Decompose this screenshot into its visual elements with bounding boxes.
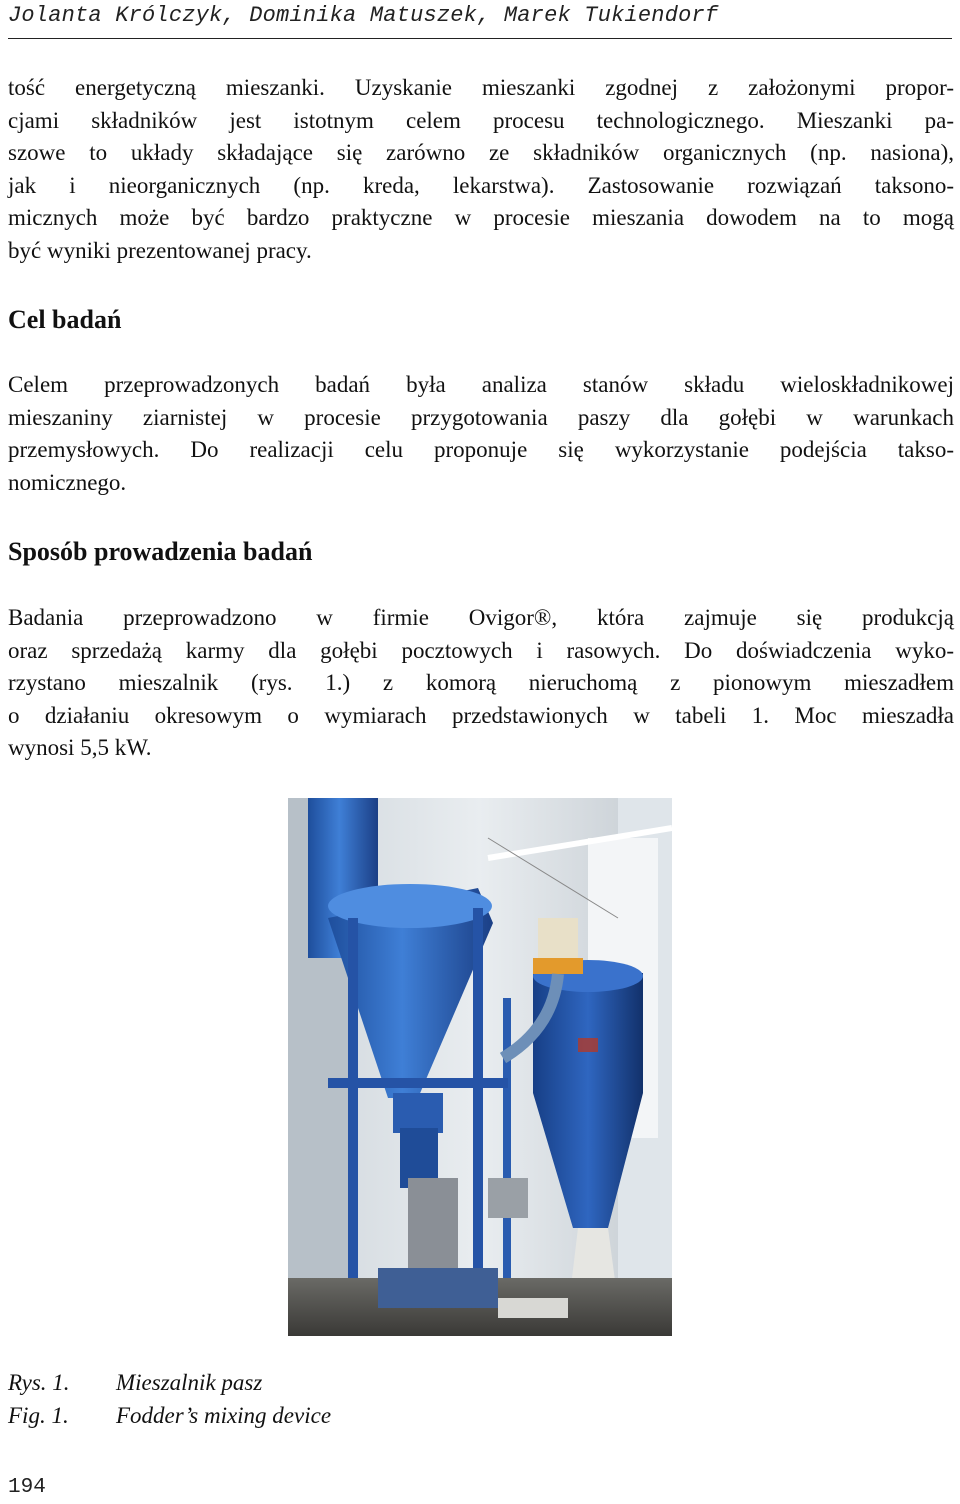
- running-head-authors: Jolanta Królczyk, Dominika Matuszek, Marek Tukiendorf: [8, 3, 719, 28]
- figure-caption-text: Fodder’s mixing device: [116, 1403, 332, 1428]
- text-line: Badania przeprowadzono w firmie Ovigor®, która zajmuje się produkcją: [8, 605, 954, 630]
- mixer-photo: [288, 798, 672, 1336]
- text-line: oraz sprzedażą karmy dla gołębi pocztowych i rasowych. Do doświadczenia wyko-: [8, 637, 954, 663]
- text-line: micznych może być bardzo praktyczne w procesie mieszania dowodem na to mogą: [8, 205, 954, 230]
- text-line: Celem przeprowadzonych badań była analiza stanów składu wieloskładnikowej: [8, 372, 954, 397]
- paragraph-method: [8, 602, 954, 765]
- figure-caption-text: Mieszalnik pasz: [116, 1370, 263, 1395]
- text-line: cjami składników jest istotnym celem procesu technologicznego. Mieszanki pa-: [8, 107, 954, 133]
- text-line: wynosi 5,5 kW.: [8, 735, 152, 760]
- text-line: mieszaniny ziarnistej w procesie przygotowania paszy dla gołębi w warunkach: [8, 404, 954, 430]
- text-line: szowe to układy składające się zarówno ze składników organicznych (np. nasiona),: [8, 140, 954, 165]
- text-line: nomicznego.: [8, 469, 127, 495]
- text-line: być wyniki prezentowanej pracy.: [8, 237, 312, 263]
- section-heading-aim: Cel badań: [8, 305, 122, 334]
- figure-label: Rys. 1.: [8, 1370, 70, 1395]
- section-heading-method: Sposób prowadzenia badań: [8, 537, 313, 566]
- text-line: przemysłowych. Do realizacji celu proponuje się wykorzystanie podejścia takso-: [8, 437, 954, 462]
- figure-label: Fig. 1.: [8, 1403, 69, 1428]
- figure-caption-en: [8, 1403, 331, 1429]
- text-line: rzystano mieszalnik (rys. 1.) z komorą nieruchomą z pionowym mieszadłem: [8, 670, 954, 695]
- paragraph-intro: [8, 72, 954, 267]
- text-line: tość energetyczną mieszanki. Uzyskanie mieszanki zgodnej z założonymi propor-: [8, 75, 954, 100]
- text-line: o działaniu okresowym o wymiarach przedstawionych w tabeli 1. Moc mieszadła: [8, 702, 954, 728]
- paragraph-aim: [8, 369, 954, 499]
- page-number: 194: [8, 1476, 46, 1499]
- running-head: [8, 0, 952, 39]
- text-line: jak i nieorganicznych (np. kreda, lekarstwa). Zastosowanie rozwiązań taksono-: [8, 172, 954, 198]
- figure-caption-pl: [8, 1370, 262, 1396]
